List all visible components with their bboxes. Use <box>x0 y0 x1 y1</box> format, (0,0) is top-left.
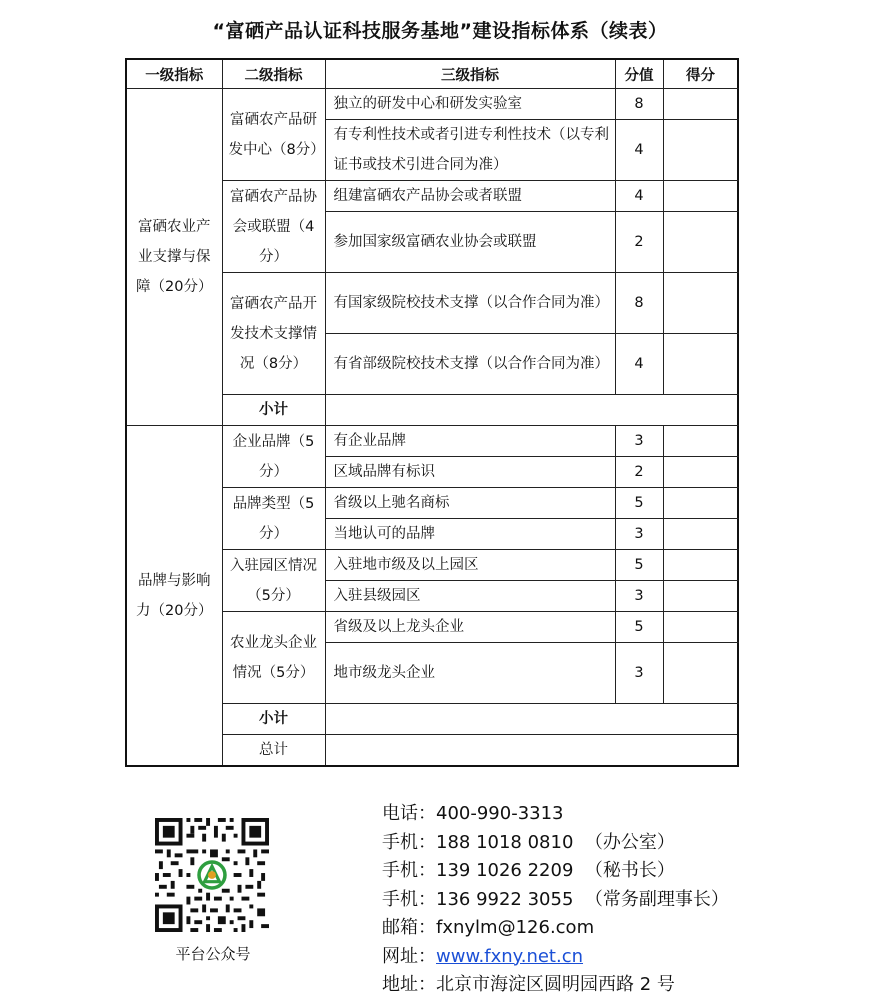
score-cell: 2 <box>615 457 663 488</box>
phone-label: 电话： <box>382 803 436 824</box>
page-title: “富硒产品认证科技服务基地”建设指标体系（续表） <box>212 20 668 42</box>
website-link[interactable]: www.fxny.net.cn <box>436 945 584 967</box>
email-value[interactable]: fxnylm@126.com <box>436 917 595 938</box>
contact-info <box>382 800 729 1000</box>
subtotal-label: 小计 <box>222 395 325 426</box>
mobile-value: 136 9922 3055 <box>436 888 574 910</box>
level3-cell: 有专利性技术或者引进专利性技术（以专利证书或技术引进合同为准） <box>325 120 615 181</box>
level2-cell <box>222 89 325 181</box>
level3-cell: 有省部级院校技术支撑（以合作合同为准） <box>325 334 615 395</box>
level1-label: 富硒农业产业支撑与保障（20分） <box>136 219 213 295</box>
mobile-label: 手机： <box>382 860 436 881</box>
earned-cell[interactable] <box>663 581 738 612</box>
total-label: 总计 <box>222 735 325 767</box>
level2-cell <box>222 181 325 273</box>
subtotal-value[interactable] <box>325 704 738 735</box>
level2-cell <box>222 426 325 488</box>
contact-website <box>382 943 729 972</box>
earned-cell[interactable] <box>663 550 738 581</box>
earned-cell[interactable] <box>663 519 738 550</box>
mobile-value: 139 1026 2209 <box>436 860 574 881</box>
level2-cell <box>222 273 325 395</box>
score-cell: 3 <box>615 581 663 612</box>
level3-cell: 区域品牌有标识 <box>325 457 615 488</box>
header-score: 分值 <box>615 59 663 89</box>
email-label: 邮箱： <box>382 917 436 938</box>
earned-cell[interactable] <box>663 643 738 704</box>
contact-email <box>382 914 729 943</box>
level2-cell <box>222 550 325 612</box>
level2-cell <box>222 488 325 550</box>
earned-cell[interactable] <box>663 488 738 519</box>
contact-address <box>382 971 729 1000</box>
level1-label: 品牌与影响力（20分） <box>136 572 213 619</box>
indicator-table <box>125 58 739 767</box>
level3-cell: 入驻地市级及以上园区 <box>325 550 615 581</box>
level3-cell: 组建富硒农产品协会或者联盟 <box>325 181 615 212</box>
earned-cell[interactable] <box>663 426 738 457</box>
header-level3: 三级指标 <box>325 59 615 89</box>
earned-cell[interactable] <box>663 181 738 212</box>
mobile-note: （办公室） <box>584 831 675 853</box>
score-cell: 3 <box>615 643 663 704</box>
contact-mobile-1 <box>382 829 729 858</box>
level1-cell <box>126 89 222 426</box>
level2-label: 富硒农产品研发中心（8分） <box>228 111 325 158</box>
contact-mobile-2 <box>382 857 729 886</box>
subtotal-label: 小计 <box>222 704 325 735</box>
qr-caption: 平台公众号 <box>175 945 251 963</box>
earned-cell[interactable] <box>663 89 738 120</box>
level2-label: 富硒农产品协会或联盟（4分） <box>230 188 317 265</box>
table-row <box>126 426 738 457</box>
level2-label: 企业品牌（5分） <box>232 433 315 480</box>
mobile-label: 手机： <box>382 888 436 910</box>
earned-cell[interactable] <box>663 120 738 181</box>
header-level1: 一级指标 <box>126 59 222 89</box>
contact-phone <box>382 800 729 829</box>
qr-code-icon <box>155 818 269 932</box>
level3-cell: 独立的研发中心和研发实验室 <box>325 89 615 120</box>
earned-cell[interactable] <box>663 457 738 488</box>
level3-cell: 参加国家级富硒农业协会或联盟 <box>325 212 615 273</box>
score-cell: 4 <box>615 181 663 212</box>
level2-label: 农业龙头企业情况（5分） <box>230 634 317 681</box>
phone-value: 400-990-3313 <box>436 803 564 824</box>
level3-cell: 入驻县级园区 <box>325 581 615 612</box>
score-cell: 8 <box>615 89 663 120</box>
subtotal-value[interactable] <box>325 395 738 426</box>
level3-cell: 省级及以上龙头企业 <box>325 612 615 643</box>
mobile-value: 188 1018 0810 <box>436 831 574 853</box>
level2-label: 品牌类型（5分） <box>232 495 315 542</box>
score-cell: 3 <box>615 426 663 457</box>
earned-cell[interactable] <box>663 273 738 334</box>
level3-cell: 有国家级院校技术支撑（以合作合同为准） <box>325 273 615 334</box>
header-earned: 得分 <box>663 59 738 89</box>
address-value: 北京市海淀区圆明园西路 2 号 <box>436 974 675 995</box>
level2-label: 富硒农产品开发技术支撑情况（8分） <box>230 295 317 372</box>
level2-cell <box>222 612 325 704</box>
address-label: 地址： <box>382 974 436 995</box>
score-cell: 4 <box>615 334 663 395</box>
earned-cell[interactable] <box>663 334 738 395</box>
header-row <box>126 59 738 89</box>
mobile-label: 手机： <box>382 831 436 853</box>
level1-cell <box>126 426 222 767</box>
mobile-note: （常务副理事长） <box>584 888 729 910</box>
score-cell: 2 <box>615 212 663 273</box>
total-value[interactable] <box>325 735 738 767</box>
score-cell: 3 <box>615 519 663 550</box>
website-label: 网址： <box>382 945 436 967</box>
score-cell: 8 <box>615 273 663 334</box>
contact-mobile-3 <box>382 886 729 915</box>
level3-cell: 当地认可的品牌 <box>325 519 615 550</box>
level2-label: 入驻园区情况（5分） <box>230 557 317 604</box>
header-level2: 二级指标 <box>222 59 325 89</box>
level3-cell: 有企业品牌 <box>325 426 615 457</box>
level3-cell: 省级以上驰名商标 <box>325 488 615 519</box>
table-row <box>126 89 738 120</box>
score-cell: 5 <box>615 612 663 643</box>
score-cell: 5 <box>615 550 663 581</box>
earned-cell[interactable] <box>663 612 738 643</box>
score-cell: 4 <box>615 120 663 181</box>
mobile-note: （秘书长） <box>584 860 675 881</box>
level3-cell: 地市级龙头企业 <box>325 643 615 704</box>
score-cell: 5 <box>615 488 663 519</box>
earned-cell[interactable] <box>663 212 738 273</box>
